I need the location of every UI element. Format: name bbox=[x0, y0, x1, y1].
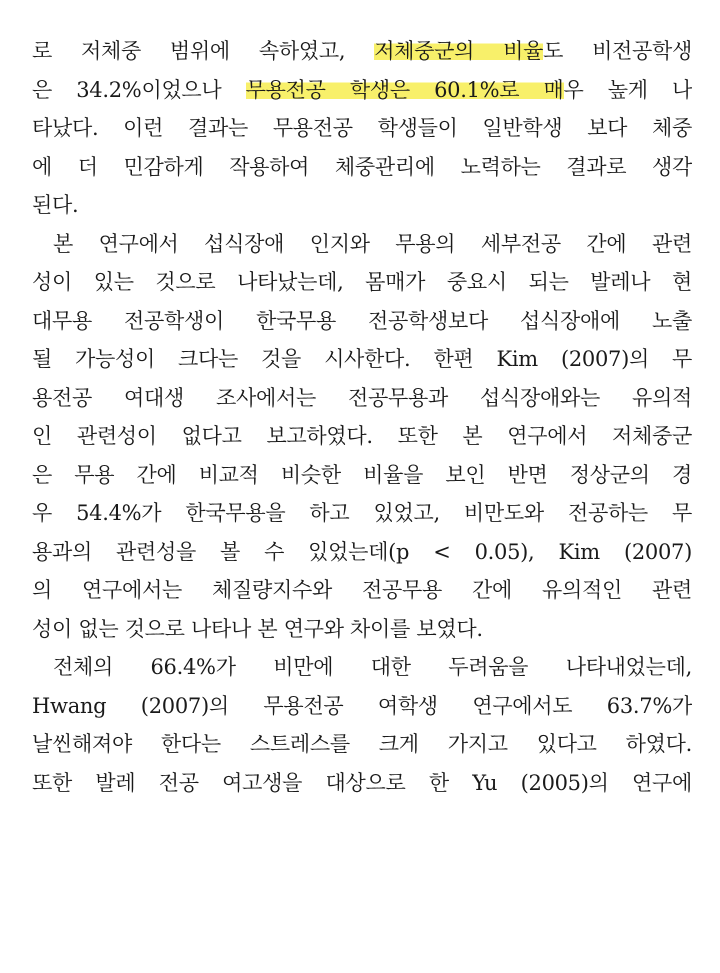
text-line bbox=[32, 494, 692, 533]
text-line bbox=[32, 456, 692, 495]
text-segment: 도 비전공학생 bbox=[543, 39, 692, 63]
text-segment: 용과의 관련성을 볼 수 있었는데(p < 0.05), Kim (2007) bbox=[32, 539, 692, 564]
text-line bbox=[32, 687, 692, 726]
text-segment: 용전공 여대생 조사에서는 전공무용과 섭식장애와는 유의적 bbox=[32, 385, 692, 410]
text-segment: 인 관련성이 없다고 보고하였다. 또한 본 연구에서 저체중군 bbox=[32, 424, 692, 448]
text-line bbox=[32, 571, 692, 610]
body-text bbox=[32, 32, 692, 802]
text-line bbox=[32, 302, 692, 341]
text-line bbox=[32, 109, 692, 148]
text-segment: 대무용 전공학생이 한국무용 전공학생보다 섭식장애에 노출 bbox=[32, 308, 692, 333]
text-segment: 은 34.2%이었으나 bbox=[32, 77, 246, 102]
text-segment: 날씬해져야 한다는 스트레스를 크게 가지고 있다고 하였다. bbox=[32, 732, 692, 756]
text-segment: 우 높게 나 bbox=[563, 77, 692, 102]
text-segment: 타났다. 이런 결과는 무용전공 학생들이 일반학생 보다 체중 bbox=[32, 116, 692, 140]
text-line bbox=[32, 725, 692, 764]
text-line bbox=[32, 225, 692, 264]
text-line bbox=[32, 148, 692, 187]
highlighted-text: 저체중군의 비율 bbox=[374, 39, 544, 63]
text-segment: 전체의 66.4%가 비만에 대한 두려움을 나타내었는데, bbox=[53, 655, 692, 679]
text-segment: 로 저체중 범위에 속하였고, bbox=[32, 39, 375, 63]
text-segment: 성이 있는 것으로 나타났는데, 몸매가 중요시 되는 발레나 현 bbox=[32, 270, 692, 294]
text-line bbox=[32, 379, 692, 418]
text-segment: Hwang (2007)의 무용전공 여학생 연구에서도 63.7%가 bbox=[32, 693, 692, 718]
text-line bbox=[32, 417, 692, 456]
text-segment: 은 무용 간에 비교적 비슷한 비율을 보인 반면 정상군의 경 bbox=[32, 462, 692, 487]
text-line bbox=[32, 186, 692, 225]
text-line bbox=[32, 648, 692, 687]
text-segment: 본 연구에서 섭식장애 인지와 무용의 세부전공 간에 관련 bbox=[53, 231, 692, 256]
text-segment: 또한 발레 전공 여고생을 대상으로 한 Yu (2005)의 연구에 bbox=[32, 770, 692, 795]
text-line bbox=[32, 340, 692, 379]
text-segment: 성이 없는 것으로 나타나 본 연구와 차이를 보였다. bbox=[32, 616, 483, 641]
text-line bbox=[32, 32, 692, 71]
text-segment: 우 54.4%가 한국무용을 하고 있었고, 비만도와 전공하는 무 bbox=[32, 501, 692, 525]
highlighted-text: 무용전공 학생은 60.1%로 매 bbox=[245, 77, 564, 102]
text-segment: 의 연구에서는 체질량지수와 전공무용 간에 유의적인 관련 bbox=[32, 578, 692, 602]
text-segment: 될 가능성이 크다는 것을 시사한다. 한편 Kim (2007)의 무 bbox=[32, 347, 692, 371]
text-line bbox=[32, 71, 692, 110]
text-line bbox=[32, 533, 692, 572]
text-segment: 된다. bbox=[32, 193, 79, 217]
text-line bbox=[32, 610, 692, 649]
text-line bbox=[32, 263, 692, 302]
text-segment: 에 더 민감하게 작용하여 체중관리에 노력하는 결과로 생각 bbox=[32, 154, 692, 179]
text-line bbox=[32, 764, 692, 803]
